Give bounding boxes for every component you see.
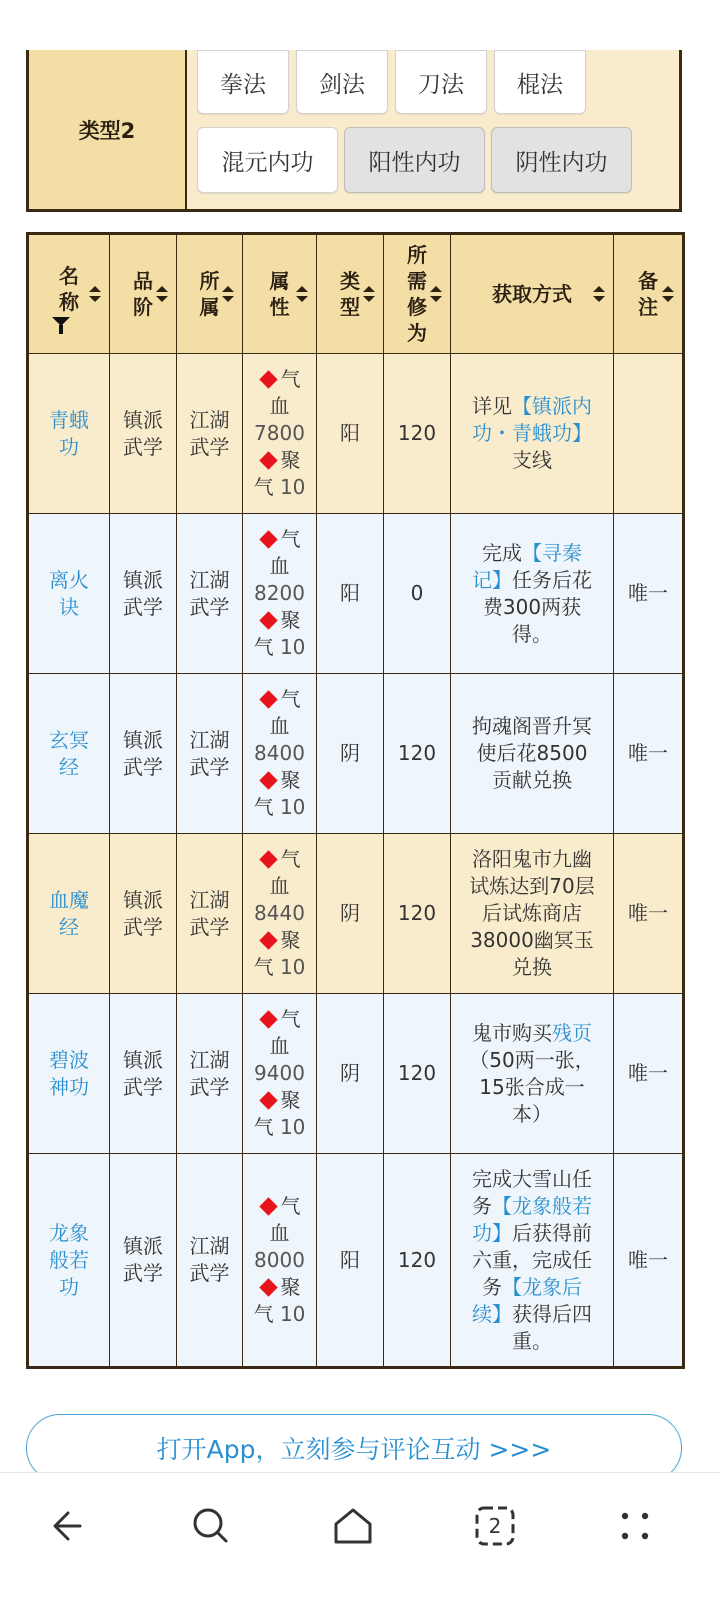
attr-qi-value: 10 [279,955,306,979]
source-text: （50两一张，15张合成一本） [469,1047,595,1126]
cell-req: 120 [384,674,451,834]
cell-belong [177,354,243,514]
cell-req: 120 [384,834,451,994]
sort-arrows-icon[interactable] [593,286,605,302]
filter-options [187,50,679,209]
browser-navbar [0,1472,720,1601]
table-row [28,674,684,834]
header-grade-label: 品阶 [133,269,153,319]
belong-text: 江湖武学 [189,407,230,459]
belong-text: 江湖武学 [189,1047,230,1099]
table-row [28,994,684,1154]
cell-req: 0 [384,514,451,674]
filter-option-hunyuan[interactable]: 混元内功 [197,127,338,193]
header-source[interactable] [451,234,614,354]
cell-source [451,1154,614,1368]
cell-grade [110,1154,177,1368]
sort-arrows-icon[interactable] [222,286,234,302]
header-source-label: 获取方式 [492,282,572,306]
header-req-label: 所需修为 [407,243,427,345]
attr-text [254,526,306,661]
cell-type: 阳 [317,354,384,514]
cell-attr [243,514,317,674]
attr-qi-label: 聚气 [253,1088,301,1139]
diamond-icon [259,690,277,708]
cell-source [451,834,614,994]
attr-qi-label: 聚气 [253,448,301,499]
belong-text: 江湖武学 [189,567,230,619]
filter-option-daofa[interactable]: 刀法 [395,50,487,114]
attr-qi-value: 10 [279,475,306,499]
source-text: 获得后四重。 [512,1301,592,1353]
header-attr-label: 属性 [269,269,290,319]
cell-type: 阴 [317,994,384,1154]
diamond-icon [259,611,277,629]
skill-name-link[interactable]: 离火诀 [49,567,89,619]
grade-text: 镇派武学 [123,567,163,619]
sort-arrows-icon[interactable] [430,286,442,302]
header-grade[interactable] [110,234,177,354]
attr-hp-value: 8440 [254,901,305,925]
diamond-icon [259,1010,277,1028]
skill-name-link[interactable]: 血魔经 [49,887,89,939]
cell-note: 唯一 [614,834,684,994]
source-link[interactable]: 【龙象后续】 [472,1274,582,1326]
diamond-icon [259,370,277,388]
cell-belong [177,834,243,994]
skills-table [26,232,685,1369]
attr-hp-value: 8000 [254,1247,305,1272]
attr-hp-label: 气血 [269,1007,301,1058]
header-note-label: 备注 [638,269,658,319]
cell-type: 阳 [317,1154,384,1368]
cell-name[interactable] [28,834,110,994]
cell-name[interactable] [28,354,110,514]
cell-note: 唯一 [614,994,684,1154]
back-icon[interactable] [46,1501,96,1551]
grade-text: 镇派武学 [123,887,163,939]
cell-name[interactable] [28,1154,110,1368]
source-text: 洛阳鬼市九幽试炼达到70层后试炼商店38000幽冥玉兑换 [469,847,595,979]
cell-type: 阴 [317,834,384,994]
header-note[interactable] [614,234,684,354]
filter-option-jianfa[interactable]: 剑法 [296,50,388,114]
header-name[interactable] [28,234,110,354]
grade-text: 镇派武学 [123,1047,163,1099]
cell-name[interactable] [28,514,110,674]
tab-count: 2 [488,1514,502,1538]
source-text: 支线 [512,448,552,472]
attr-hp-label: 气血 [269,687,301,738]
filter-option-yin-selected[interactable]: 阴性内功 [491,127,632,193]
cell-grade [110,674,177,834]
cell-source [451,514,614,674]
attr-hp-value: 9400 [254,1061,305,1085]
header-type-label: 类型 [340,269,360,319]
attr-qi-value: 10 [279,1301,306,1326]
filter-option-quanfa[interactable]: 拳法 [197,50,289,114]
source-text: 完成大雪山任务 [472,1166,592,1218]
source-link[interactable]: 【龙象般若功】 [472,1193,592,1245]
filter-option-gunfa[interactable]: 棍法 [494,50,586,114]
cell-belong [177,514,243,674]
attr-qi-label: 聚气 [253,1274,301,1326]
grade-text: 镇派武学 [123,1234,163,1285]
grade-text: 镇派武学 [123,727,163,779]
diamond-icon [259,1278,277,1296]
attr-hp-label: 气血 [269,367,301,418]
diamond-icon [259,451,277,469]
tabs-icon[interactable] [470,1501,520,1551]
attr-text [254,846,306,981]
attr-hp-value: 7800 [254,421,305,445]
filter-panel [26,50,682,212]
attr-text [254,686,306,821]
belong-text: 江湖武学 [189,1234,230,1285]
attr-hp-label: 气血 [269,1193,301,1245]
source-text: 拘魂阁晋升冥使后花8500贡献兑换 [472,714,592,792]
cell-note: 唯一 [614,674,684,834]
more-icon[interactable] [610,1501,660,1551]
cell-type: 阴 [317,674,384,834]
skill-name-link[interactable]: 碧波神功 [49,1047,89,1099]
cell-belong [177,674,243,834]
sort-arrows-icon[interactable] [89,286,101,302]
attr-hp-label: 气血 [269,527,301,578]
table-row [28,514,684,674]
attr-qi-label: 聚气 [253,928,301,979]
cell-attr [243,674,317,834]
header-belong-label: 所属 [199,269,220,319]
source-link[interactable]: 【寻秦记】 [472,540,582,592]
attr-hp-value: 8400 [254,741,305,765]
cell-belong [177,994,243,1154]
sort-arrows-icon[interactable] [662,286,674,302]
cell-source [451,354,614,514]
cell-grade [110,354,177,514]
attr-qi-value: 10 [279,795,306,819]
attr-qi-label: 聚气 [253,608,301,659]
table-row [28,834,684,994]
header-attr[interactable] [243,234,317,354]
attr-qi-value: 10 [279,635,306,659]
home-icon[interactable] [328,1501,378,1551]
cell-grade [110,514,177,674]
attr-text [254,1006,306,1141]
header-belong[interactable] [177,234,243,354]
diamond-icon [259,771,277,789]
table-row [28,1154,684,1368]
source-text: 后获得前六重，完成任务 [472,1220,592,1299]
attr-text [254,1193,306,1328]
cell-note [614,354,684,514]
cell-req: 120 [384,354,451,514]
source-text: 详见 [472,394,512,418]
cell-attr [243,994,317,1154]
skill-name-link[interactable]: 玄冥经 [49,727,89,779]
cell-belong [177,1154,243,1368]
cell-grade [110,834,177,994]
cell-req: 120 [384,1154,451,1368]
filter-option-yang-selected[interactable]: 阳性内功 [344,127,485,193]
diamond-icon [259,530,277,548]
cell-note: 唯一 [614,514,684,674]
cell-note: 唯一 [614,1154,684,1368]
cell-name[interactable] [28,994,110,1154]
cell-grade [110,994,177,1154]
attr-hp-label: 气血 [269,847,301,898]
attr-text [254,366,306,501]
diamond-icon [259,850,277,868]
source-text: 完成 [482,540,522,565]
cell-req: 120 [384,994,451,1154]
attr-qi-value: 10 [279,1115,306,1139]
cell-name[interactable] [28,674,110,834]
source-text: 任务后花费300两获得。 [482,567,592,646]
cell-attr [243,834,317,994]
skill-name-link[interactable]: 青蛾功 [49,407,89,459]
skill-name-link[interactable]: 龙象般若功 [49,1220,89,1299]
header-type[interactable] [317,234,384,354]
filter-funnel-icon[interactable] [52,317,70,326]
table-row [28,354,684,514]
source-link[interactable]: 残页 [552,1020,592,1045]
diamond-icon [259,1197,277,1215]
grade-text: 镇派武学 [123,407,163,459]
attr-hp-value: 8200 [254,581,305,605]
header-name-label: 名称 [59,263,79,314]
source-text: 鬼市购买 [472,1020,552,1045]
open-app-comment-button[interactable]: 打开App，立刻参与评论互动 >>> [26,1414,682,1482]
filter-label: 类型2 [29,50,187,209]
belong-text: 江湖武学 [189,887,230,939]
sort-arrows-icon[interactable] [363,286,375,302]
cell-source [451,994,614,1154]
diamond-icon [259,1091,277,1109]
cell-attr [243,1154,317,1368]
table-header-row [28,234,684,354]
diamond-icon [259,931,277,949]
attr-qi-label: 聚气 [253,768,301,819]
cell-type: 阳 [317,514,384,674]
search-icon[interactable] [186,1501,236,1551]
sort-arrows-icon[interactable] [156,286,168,302]
cell-attr [243,354,317,514]
belong-text: 江湖武学 [189,727,230,779]
source-link[interactable]: 【镇派内功・青蛾功】 [472,394,592,445]
header-req[interactable] [384,234,451,354]
cell-source [451,674,614,834]
sort-arrows-icon[interactable] [296,286,308,302]
